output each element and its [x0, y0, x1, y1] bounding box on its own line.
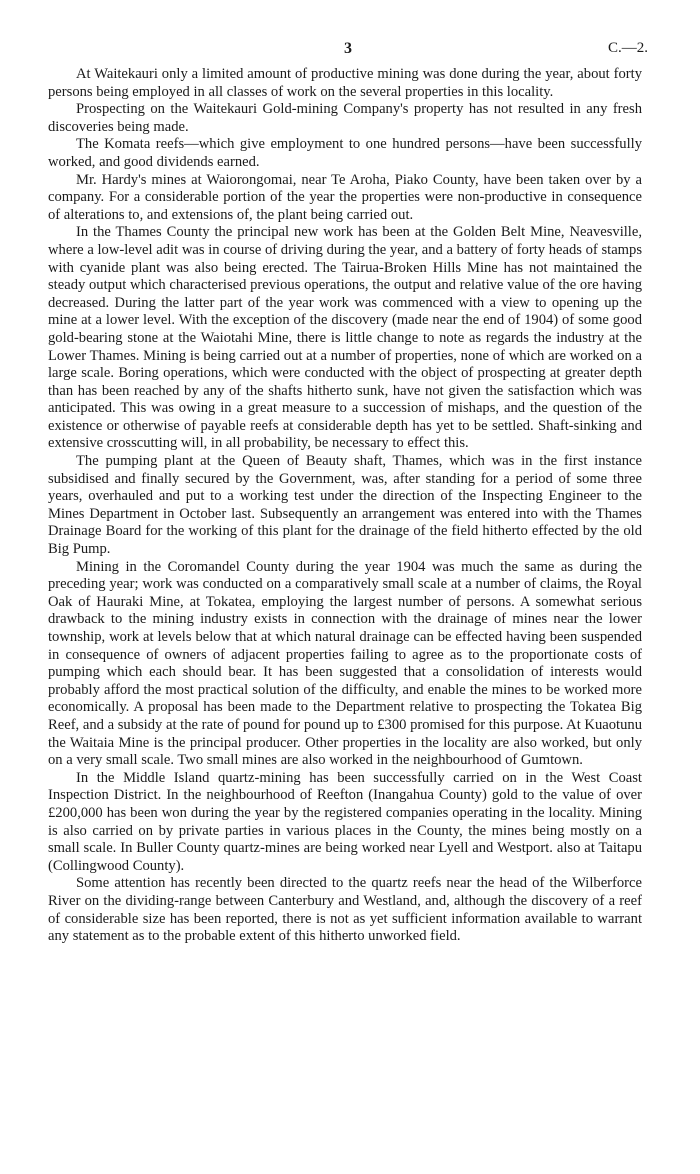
paragraph-waiorongomai: Mr. Hardy's mines at Waiorongomai, near Te Aroha, Piako County, have been taken over by a company. For a considerable portion of the year the properties were non-productive in consequence of alterations to, and extensions of, the plant being carried out.	[48, 171, 642, 223]
report-body	[48, 66, 642, 946]
paragraph-middle-island: In the Middle Island quartz-mining has been successfully carried on in the West Coast Inspection District. In the neighbourhood of Reefton (Inangahua County) gold to the value of over £200,000 has been won during the year by the registered companies operating in the locality. Mining is also carried on by private parties in various places in the County, the mines being mostly on a small scale. In Buller County quartz-mines are being worked near Lyell and Westport. also at Taitapu (Collingwood County).	[48, 769, 642, 874]
paragraph-waitekauri: At Waitekauri only a limited amount of productive mining was done during the year, about forty persons being employed in all classes of work on the several properties in this locality.	[48, 66, 642, 100]
page-number: 3	[344, 40, 352, 57]
page-header	[48, 40, 648, 66]
document-page	[48, 40, 648, 946]
paragraph-wilberforce: Some attention has recently been directed to the quartz reefs near the head of the Wilberforce River on the dividing-range between Canterbury and Westland, and, although the discovery of a reef of considerable size has been reported, there is not as yet sufficient information available to warrant any statement as to the probable extent of this hitherto unworked field.	[48, 875, 642, 945]
paragraph-pumping-plant: The pumping plant at the Queen of Beauty shaft, Thames, which was in the first instance subsidised and finally secured by the Government, was, after standing for a period of some three years, overhauled and put to a working test under the direction of the Inspecting Engineer to the Mines Department in October last. Subsequently an arrangement was entered into with the Thames Drainage Board for the working of this plant for the drainage of the field hitherto effected by the old Big Pump.	[48, 453, 642, 558]
paragraph-waitekauri-company: Prospecting on the Waitekauri Gold-mining Company's property has not resulted in any fresh discoveries being made.	[48, 101, 642, 135]
paragraph-komata: The Komata reefs—which give employment to one hundred persons—have been successfully worked, and good dividends earned.	[48, 136, 642, 170]
paragraph-thames-county: In the Thames County the principal new work has been at the Golden Belt Mine, Neavesville, where a low-level adit was in course of driving during the year, and a battery of forty heads of stamps with cyanide plant was also being erected. The Tairua-Broken Hills Mine has not maintained the steady output which characterised previous operations, the output and relative value of the ore having decreased. During the latter part of the year work was commenced with a view to opening up the mine at a lower level. With the exception of the discovery (made near the end of 1904) of some good gold-bearing stone at the Waiotahi Mine, there is little change to note as regards the industry at the Lower Thames. Mining is being carried out at a number of properties, none of which are worked on a large scale. Boring operations, which were conducted with the object of prospecting at greater depth than has been reached by any of the shafts hitherto sunk, have not given the satisfaction which was anticipated. This was owing in a great measure to a succession of mishaps, and the question of the existence or otherwise of payable reefs at considerable depth has yet to be settled. Shaft-sinking and extensive crosscutting will, in all probability, be necessary to effect this.	[48, 224, 642, 452]
paragraph-coromandel: Mining in the Coromandel County during the year 1904 was much the same as during the preceding year; work was conducted on a comparatively small scale at a number of claims, the Royal Oak of Hauraki Mine, at Tokatea, employing the largest number of persons. A somewhat serious drawback to the mining industry exists in connection with the drainage of mines near the lower township, work at levels below that at which natural drainage can be effected having been suspended in consequence of owners of adjacent properties failing to agree as to the proportionate costs of pumping which each should bear. It has been suggested that a consolidation of interests would probably afford the most practical solution of the difficulty, and enable the mines to be worked more economically. A proposal has been made to the Department relative to prospecting the Tokatea Big Reef, and a subsidy at the rate of pound for pound up to £300 promised for this purpose. At Kuaotunu the Waitaia Mine is the principal producer. Other properties in the locality are also worked, but only on a very small scale. Two small mines are also worked in the neighbourhood of Gumtown.	[48, 558, 642, 769]
document-reference: C.—2.	[607, 40, 648, 56]
